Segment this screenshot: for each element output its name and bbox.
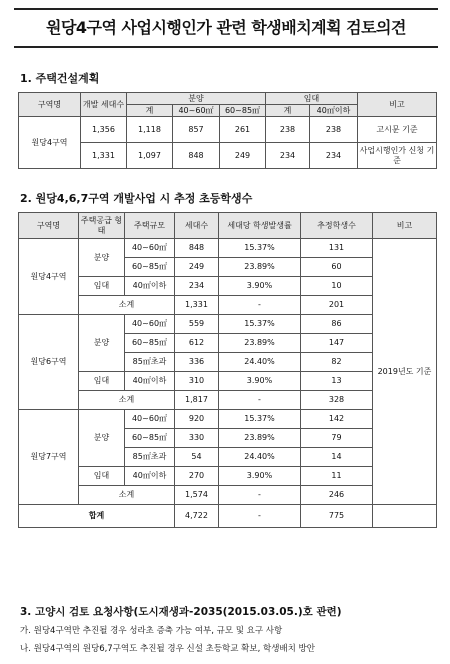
- total-households: 4,722: [175, 505, 219, 528]
- cell-size: 40~60㎡: [125, 410, 175, 429]
- cell-rate: 23.89%: [219, 334, 301, 353]
- cell-note: 고시문 기준: [358, 117, 437, 143]
- total-rate: -: [219, 505, 301, 528]
- subtotal-label: 소계: [79, 486, 175, 505]
- cell-size-60-85: 249: [220, 143, 266, 169]
- cell-rate: 23.89%: [219, 429, 301, 448]
- table-row: [19, 117, 437, 143]
- header-sale-total: 계: [127, 105, 173, 117]
- cell-households: 234: [175, 277, 219, 296]
- header-sale: 분양: [127, 93, 266, 105]
- cell-households: 54: [175, 448, 219, 467]
- total-note: [373, 505, 437, 528]
- supply-type: 분양: [79, 410, 125, 467]
- supply-type: 임대: [79, 372, 125, 391]
- cell-households: 336: [175, 353, 219, 372]
- district-name: 원당6구역: [19, 315, 79, 410]
- cell-size-40-60: 857: [173, 117, 220, 143]
- subtotal-students: 328: [301, 391, 373, 410]
- header-district: 구역명: [19, 93, 81, 117]
- cell-students: 142: [301, 410, 373, 429]
- header-size-40-60: 40~60㎡: [173, 105, 220, 117]
- section3-heading: 3. 고양시 검토 요청사항(도시재생과-2035(2015.03.05.)호 관련): [20, 606, 342, 618]
- cell-households: 270: [175, 467, 219, 486]
- table-row: [19, 143, 437, 169]
- cell-students: 147: [301, 334, 373, 353]
- cell-households: 920: [175, 410, 219, 429]
- cell-size-60-85: 261: [220, 117, 266, 143]
- cell-size: 40㎡이하: [125, 372, 175, 391]
- total-row: [19, 505, 437, 528]
- document-title: 원당4구역 사업시행인가 관련 학생배치계획 검토의견: [14, 8, 438, 48]
- header-rental-size: 40㎡이하: [310, 105, 358, 117]
- cell-students: 86: [301, 315, 373, 334]
- district-name: 원당7구역: [19, 410, 79, 505]
- cell-households: 1,356: [81, 117, 127, 143]
- cell-rental-size: 238: [310, 117, 358, 143]
- cell-students: 131: [301, 239, 373, 258]
- header-students: 추정학생수: [301, 213, 373, 239]
- cell-students: 11: [301, 467, 373, 486]
- cell-households: 612: [175, 334, 219, 353]
- subtotal-label: 소계: [79, 391, 175, 410]
- cell-rate: 23.89%: [219, 258, 301, 277]
- cell-rate: 24.40%: [219, 448, 301, 467]
- header-rate: 세대당 학생발생률: [219, 213, 301, 239]
- cell-students: 14: [301, 448, 373, 467]
- cell-households: 848: [175, 239, 219, 258]
- header-households: 세대수: [175, 213, 219, 239]
- cell-size: 60~85㎡: [125, 334, 175, 353]
- cell-size: 40~60㎡: [125, 315, 175, 334]
- housing-plan-table: [18, 92, 437, 169]
- cell-sale-total: 1,097: [127, 143, 173, 169]
- request-item: 가. 원당4구역만 추진될 경우 성라초 증축 가능 여부, 규모 및 요구 사항: [20, 626, 283, 636]
- cell-students: 13: [301, 372, 373, 391]
- cell-households: 559: [175, 315, 219, 334]
- cell-rental-size: 234: [310, 143, 358, 169]
- cell-households: 310: [175, 372, 219, 391]
- cell-size: 60~85㎡: [125, 429, 175, 448]
- subtotal-students: 201: [301, 296, 373, 315]
- cell-rate: 3.90%: [219, 277, 301, 296]
- cell-size: 85㎡초과: [125, 448, 175, 467]
- total-students: 775: [301, 505, 373, 528]
- subtotal-rate: -: [219, 486, 301, 505]
- cell-households: 330: [175, 429, 219, 448]
- cell-households: 1,331: [81, 143, 127, 169]
- header-rental-total: 계: [266, 105, 310, 117]
- subtotal-households: 1,331: [175, 296, 219, 315]
- header-size-60-85: 60~85㎡: [220, 105, 266, 117]
- subtotal-rate: -: [219, 391, 301, 410]
- cell-sale-total: 1,118: [127, 117, 173, 143]
- cell-size: 40㎡이하: [125, 277, 175, 296]
- supply-type: 임대: [79, 277, 125, 296]
- cell-rental-total: 238: [266, 117, 310, 143]
- supply-type: 분양: [79, 239, 125, 277]
- cell-rental-total: 234: [266, 143, 310, 169]
- table-row: [19, 239, 437, 258]
- total-label: 합계: [19, 505, 175, 528]
- supply-type: 분양: [79, 315, 125, 372]
- header-rental: 임대: [266, 93, 358, 105]
- cell-rate: 3.90%: [219, 372, 301, 391]
- header-note: 비고: [373, 213, 437, 239]
- cell-rate: 15.37%: [219, 239, 301, 258]
- cell-size-40-60: 848: [173, 143, 220, 169]
- header-size: 주택규모: [125, 213, 175, 239]
- cell-rate: 24.40%: [219, 353, 301, 372]
- header-district: 구역명: [19, 213, 79, 239]
- cell-size: 40~60㎡: [125, 239, 175, 258]
- student-estimate-table: [18, 212, 437, 528]
- request-item: 나. 원당4구역의 원당6,7구역도 추진될 경우 신설 초등학교 확보, 학생배치 방안: [20, 644, 315, 654]
- subtotal-households: 1,817: [175, 391, 219, 410]
- cell-students: 82: [301, 353, 373, 372]
- district-name: 원당4구역: [19, 239, 79, 315]
- cell-size: 40㎡이하: [125, 467, 175, 486]
- cell-students: 79: [301, 429, 373, 448]
- subtotal-households: 1,574: [175, 486, 219, 505]
- district-name: 원당4구역: [19, 117, 81, 169]
- cell-rate: 15.37%: [219, 315, 301, 334]
- section1-heading: 1. 주택건설계획: [20, 72, 100, 85]
- cell-note: 사업시행인가 신청 기준: [358, 143, 437, 169]
- cell-students: 10: [301, 277, 373, 296]
- subtotal-students: 246: [301, 486, 373, 505]
- subtotal-rate: -: [219, 296, 301, 315]
- cell-rate: 3.90%: [219, 467, 301, 486]
- supply-type: 임대: [79, 467, 125, 486]
- subtotal-label: 소계: [79, 296, 175, 315]
- header-note: 비고: [358, 93, 437, 117]
- cell-size: 60~85㎡: [125, 258, 175, 277]
- section2-heading: 2. 원당4,6,7구역 개발사업 시 추정 초등학생수: [20, 192, 253, 205]
- cell-note: 2019년도 기준: [373, 239, 437, 505]
- header-supply-type: 주택공급 형태: [79, 213, 125, 239]
- cell-size: 85㎡초과: [125, 353, 175, 372]
- header-dev-households: 개발 세대수: [81, 93, 127, 117]
- cell-students: 60: [301, 258, 373, 277]
- cell-households: 249: [175, 258, 219, 277]
- cell-rate: 15.37%: [219, 410, 301, 429]
